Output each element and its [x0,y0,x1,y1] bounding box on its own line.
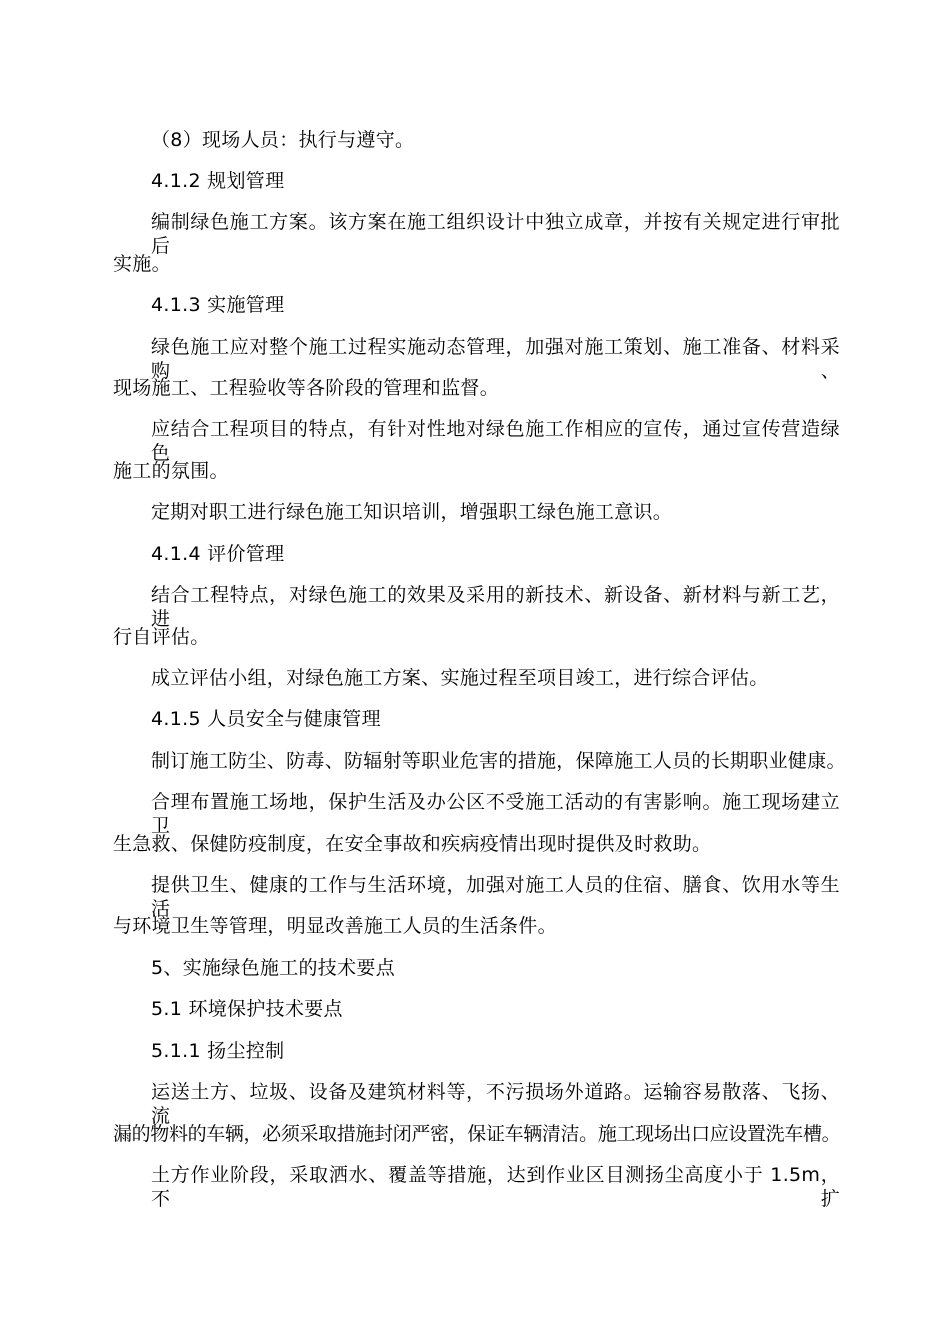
paragraph-line: 提供卫生、健康的工作与生活环境，加强对施工人员的住宿、膳食、饮用水等生活 [151,874,840,920]
heading-5: 5、实施绿色施工的技术要点 [151,957,395,979]
paragraph-line: 制订施工防尘、防毒、防辐射等职业危害的措施，保障施工人员的长期职业健康。 [151,750,846,772]
heading-5-1: 5.1 环境保护技术要点 [151,998,343,1020]
heading-4-1-2: 4.1.2 规划管理 [151,170,285,192]
paragraph-line: 编制绿色施工方案。该方案在施工组织设计中独立成章，并按有关规定进行审批后 [151,211,840,257]
paragraph-line: 应结合工程项目的特点，有针对性地对绿色施工作相应的宣传，通过宣传营造绿色 [151,418,840,464]
paragraph-line: 定期对职工进行绿色施工知识培训，增强职工绿色施工意识。 [151,501,673,523]
paragraph-line: 运送土方、垃圾、设备及建筑材料等，不污损场外道路。运输容易散落、飞扬、流 [151,1081,840,1127]
heading-4-1-5: 4.1.5 人员安全与健康管理 [151,708,381,730]
paragraph-line: 生急救、保健防疫制度，在安全事故和疾病疫情出现时提供及时救助。 [113,833,712,855]
paragraph-line: 绿色施工应对整个施工过程实施动态管理，加强对施工策划、施工准备、材料采购、 [151,336,840,382]
text-line-item-8: （8）现场人员：执行与遵守。 [151,129,415,151]
heading-4-1-3: 4.1.3 实施管理 [151,294,285,316]
paragraph-line: 合理布置施工场地，保护生活及办公区不受施工活动的有害影响。施工现场建立卫 [151,791,840,837]
paragraph-line: 结合工程特点，对绿色施工的效果及采用的新技术、新设备、新材料与新工艺，进 [151,584,840,630]
paragraph-line: 行自评估。 [113,626,210,648]
heading-5-1-1: 5.1.1 扬尘控制 [151,1040,285,1062]
paragraph-line: 实施。 [113,253,171,275]
paragraph-line: 现场施工、工程验收等各阶段的管理和监督。 [113,377,500,399]
paragraph-line: 与环境卫生等管理，明显改善施工人员的生活条件。 [113,915,557,937]
paragraph-line: 土方作业阶段，采取洒水、覆盖等措施，达到作业区目测扬尘高度小于 1.5m，不扩 [151,1164,840,1210]
heading-4-1-4: 4.1.4 评价管理 [151,543,285,565]
paragraph-line: 成立评估小组，对绿色施工方案、实施过程至项目竣工，进行综合评估。 [151,667,769,689]
paragraph-line: 漏的物料的车辆，必须采取措施封闭严密，保证车辆清洁。施工现场出口应设置洗车槽。 [113,1123,840,1145]
paragraph-line: 施工的氛围。 [113,460,229,482]
